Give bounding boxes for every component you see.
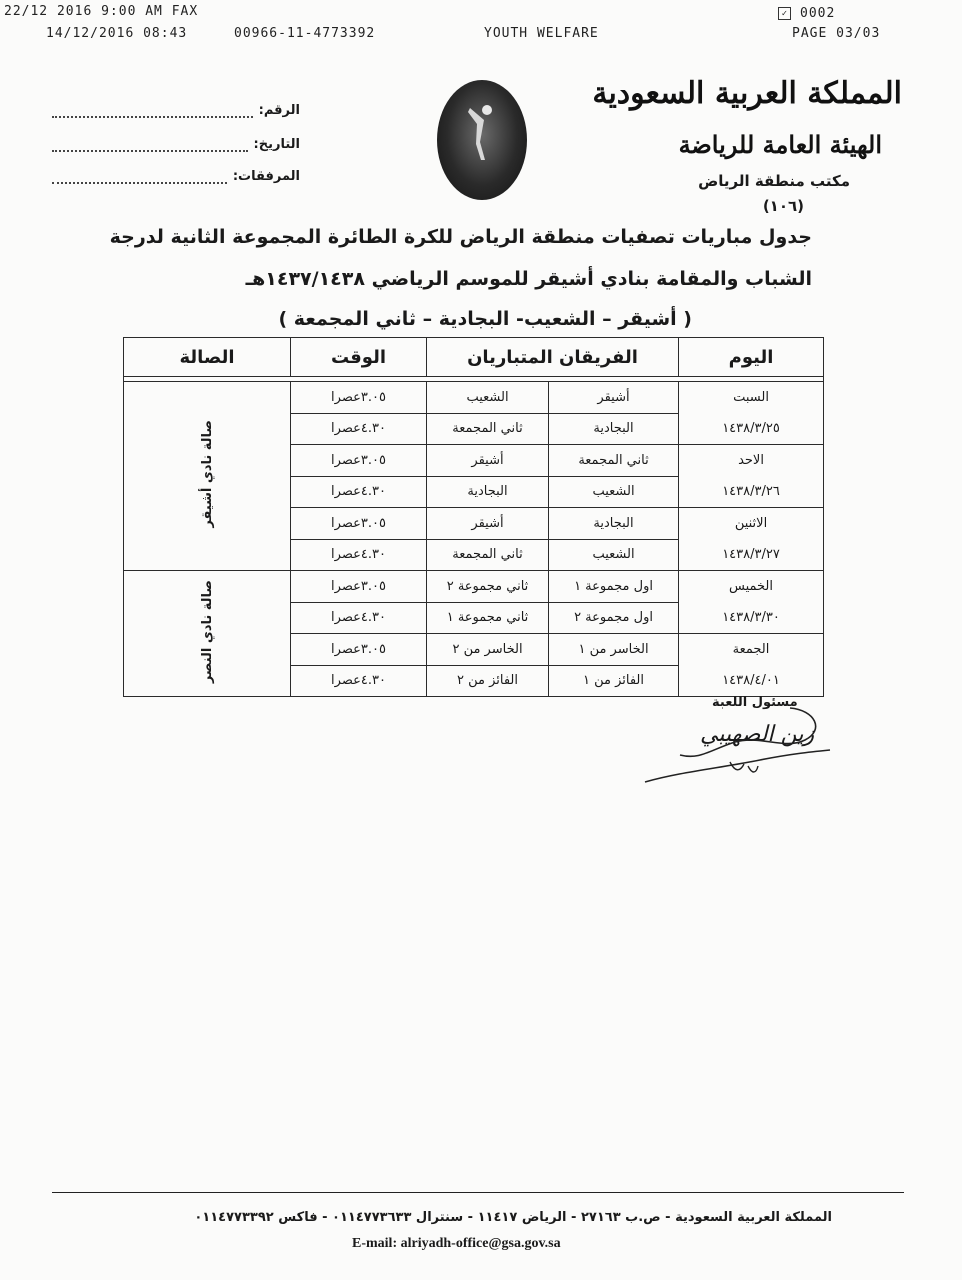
day-name: الخميس bbox=[729, 579, 773, 594]
team-b-cell: ثاني المجمعة bbox=[427, 539, 549, 571]
schedule-title-line1: جدول مباريات تصفيات منطقة الرياض للكرة الطائرة المجموعة الثانية لدرجة bbox=[109, 226, 812, 248]
time-cell: ٤.٣٠عصرا bbox=[291, 665, 427, 697]
team-b-cell: أشيقر bbox=[427, 508, 549, 540]
field-attachments bbox=[52, 164, 300, 184]
field-date bbox=[52, 132, 300, 152]
signature-name: زين الصهيبي bbox=[700, 722, 815, 747]
team-a-cell: أشيقر bbox=[549, 382, 679, 414]
time-cell: ٤.٣٠عصرا bbox=[291, 476, 427, 508]
footer-divider bbox=[52, 1192, 904, 1193]
emblem-logo-icon bbox=[437, 80, 527, 200]
day-date: ١٤٣٨/٣/٢٦ bbox=[722, 484, 780, 499]
athlete-figure-icon bbox=[467, 102, 493, 162]
fax-header-phone: 00966-11-4773392 bbox=[234, 26, 376, 41]
team-b-cell: البجادية bbox=[427, 476, 549, 508]
schedule-title-line3: ( أشيقر – الشعيب- البجادية – ثاني المجمعة ) bbox=[278, 308, 692, 330]
day-cell bbox=[679, 508, 824, 571]
letterhead-office: مكتب منطقة الرياض bbox=[698, 172, 850, 190]
header-time: الوقت bbox=[291, 338, 427, 377]
team-a-cell: الفائز من ١ bbox=[549, 665, 679, 697]
field-attachments-dots bbox=[52, 170, 227, 184]
day-cell bbox=[679, 445, 824, 508]
field-number bbox=[52, 98, 300, 118]
table-row bbox=[124, 571, 824, 603]
time-cell: ٤.٣٠عصرا bbox=[291, 539, 427, 571]
day-date: ١٤٣٨/٣/٢٥ bbox=[722, 421, 780, 436]
fax-header-doc-number: 0002 bbox=[800, 6, 836, 21]
team-a-cell: ثاني المجمعة bbox=[549, 445, 679, 477]
fax-header-datetime: 14/12/2016 08:43 bbox=[46, 26, 188, 41]
table-row bbox=[124, 382, 824, 414]
schedule-title-line2: الشباب والمقامة بنادي أشيقر للموسم الرياضي ١٤٣٧/١٤٣٨هـ bbox=[245, 268, 812, 290]
signature-title: مسئول اللعبة bbox=[712, 695, 798, 710]
time-cell: ٤.٣٠عصرا bbox=[291, 413, 427, 445]
schedule-table bbox=[123, 337, 824, 697]
team-a-cell: الشعيب bbox=[549, 476, 679, 508]
day-cell bbox=[679, 634, 824, 697]
hall-cell bbox=[124, 571, 291, 697]
day-name: الاثنين bbox=[734, 516, 768, 531]
time-cell: ٣.٠٥عصرا bbox=[291, 571, 427, 603]
day-name: السبت bbox=[733, 390, 769, 405]
day-name: الجمعة bbox=[732, 642, 770, 657]
team-a-cell: اول مجموعة ١ bbox=[549, 571, 679, 603]
fax-header-department: YOUTH WELFARE bbox=[484, 26, 599, 41]
fax-checkbox-icon: ✓ bbox=[778, 7, 791, 20]
header-day: اليوم bbox=[679, 338, 824, 377]
field-number-label: الرقم: bbox=[258, 103, 300, 118]
team-b-cell: الفائز من ٢ bbox=[427, 665, 549, 697]
team-a-cell: اول مجموعة ٢ bbox=[549, 602, 679, 634]
footer-email: E-mail: alriyadh-office@gsa.gov.sa bbox=[352, 1236, 561, 1251]
letterhead-office-number: (١٠٦) bbox=[762, 197, 804, 215]
time-cell: ٤.٣٠عصرا bbox=[291, 602, 427, 634]
team-b-cell: الخاسر من ٢ bbox=[427, 634, 549, 666]
hall-cell bbox=[124, 382, 291, 571]
field-date-dots bbox=[52, 138, 248, 152]
field-attachments-label: المرفقات: bbox=[232, 169, 300, 184]
time-cell: ٣.٠٥عصرا bbox=[291, 634, 427, 666]
hall-name: صالة نادي النصر bbox=[199, 579, 215, 684]
field-date-label: التاريخ: bbox=[253, 137, 300, 152]
day-date: ١٤٣٨/٣/٣٠ bbox=[722, 610, 780, 625]
letterhead-kingdom: المملكة العربية السعودية bbox=[592, 76, 902, 111]
team-b-cell: الشعيب bbox=[427, 382, 549, 414]
time-cell: ٣.٠٥عصرا bbox=[291, 382, 427, 414]
day-cell bbox=[679, 382, 824, 445]
team-b-cell: ثاني المجمعة bbox=[427, 413, 549, 445]
team-b-cell: ثاني مجموعة ٢ bbox=[427, 571, 549, 603]
day-date: ١٤٣٨/٣/٢٧ bbox=[722, 547, 780, 562]
field-number-dots bbox=[52, 104, 253, 118]
fax-header-page: PAGE 03/03 bbox=[792, 26, 881, 41]
team-a-cell: البجادية bbox=[549, 413, 679, 445]
time-cell: ٣.٠٥عصرا bbox=[291, 508, 427, 540]
footer-address: المملكة العربية السعودية - ص.ب ٢٧١٦٣ - الرياض ١١٤١٧ - سنترال ٠١١٤٧٧٣٦٣٣ - فاكس ٠١١٤٧٧٣٣٩٢ bbox=[194, 1210, 832, 1225]
hall-name: صالة نادي أشيقر bbox=[199, 420, 215, 528]
letterhead-authority: الهيئة العامة للرياضة bbox=[678, 130, 882, 159]
team-a-cell: الشعيب bbox=[549, 539, 679, 571]
time-cell: ٣.٠٥عصرا bbox=[291, 445, 427, 477]
team-b-cell: ثاني مجموعة ١ bbox=[427, 602, 549, 634]
header-teams: الفريقان المتباريان bbox=[427, 338, 679, 377]
team-b-cell: أشيقر bbox=[427, 445, 549, 477]
table-header-row bbox=[124, 338, 824, 377]
team-a-cell: الخاسر من ١ bbox=[549, 634, 679, 666]
header-hall: الصالة bbox=[124, 338, 291, 377]
day-date: ١٤٣٨/٤/٠١ bbox=[722, 673, 780, 688]
team-a-cell: البجادية bbox=[549, 508, 679, 540]
fax-header-line1: 22/12 2016 9:00 AM FAX bbox=[4, 4, 199, 19]
day-cell bbox=[679, 571, 824, 634]
signature-scribble-icon bbox=[640, 700, 840, 790]
day-name: الاحد bbox=[738, 453, 764, 468]
